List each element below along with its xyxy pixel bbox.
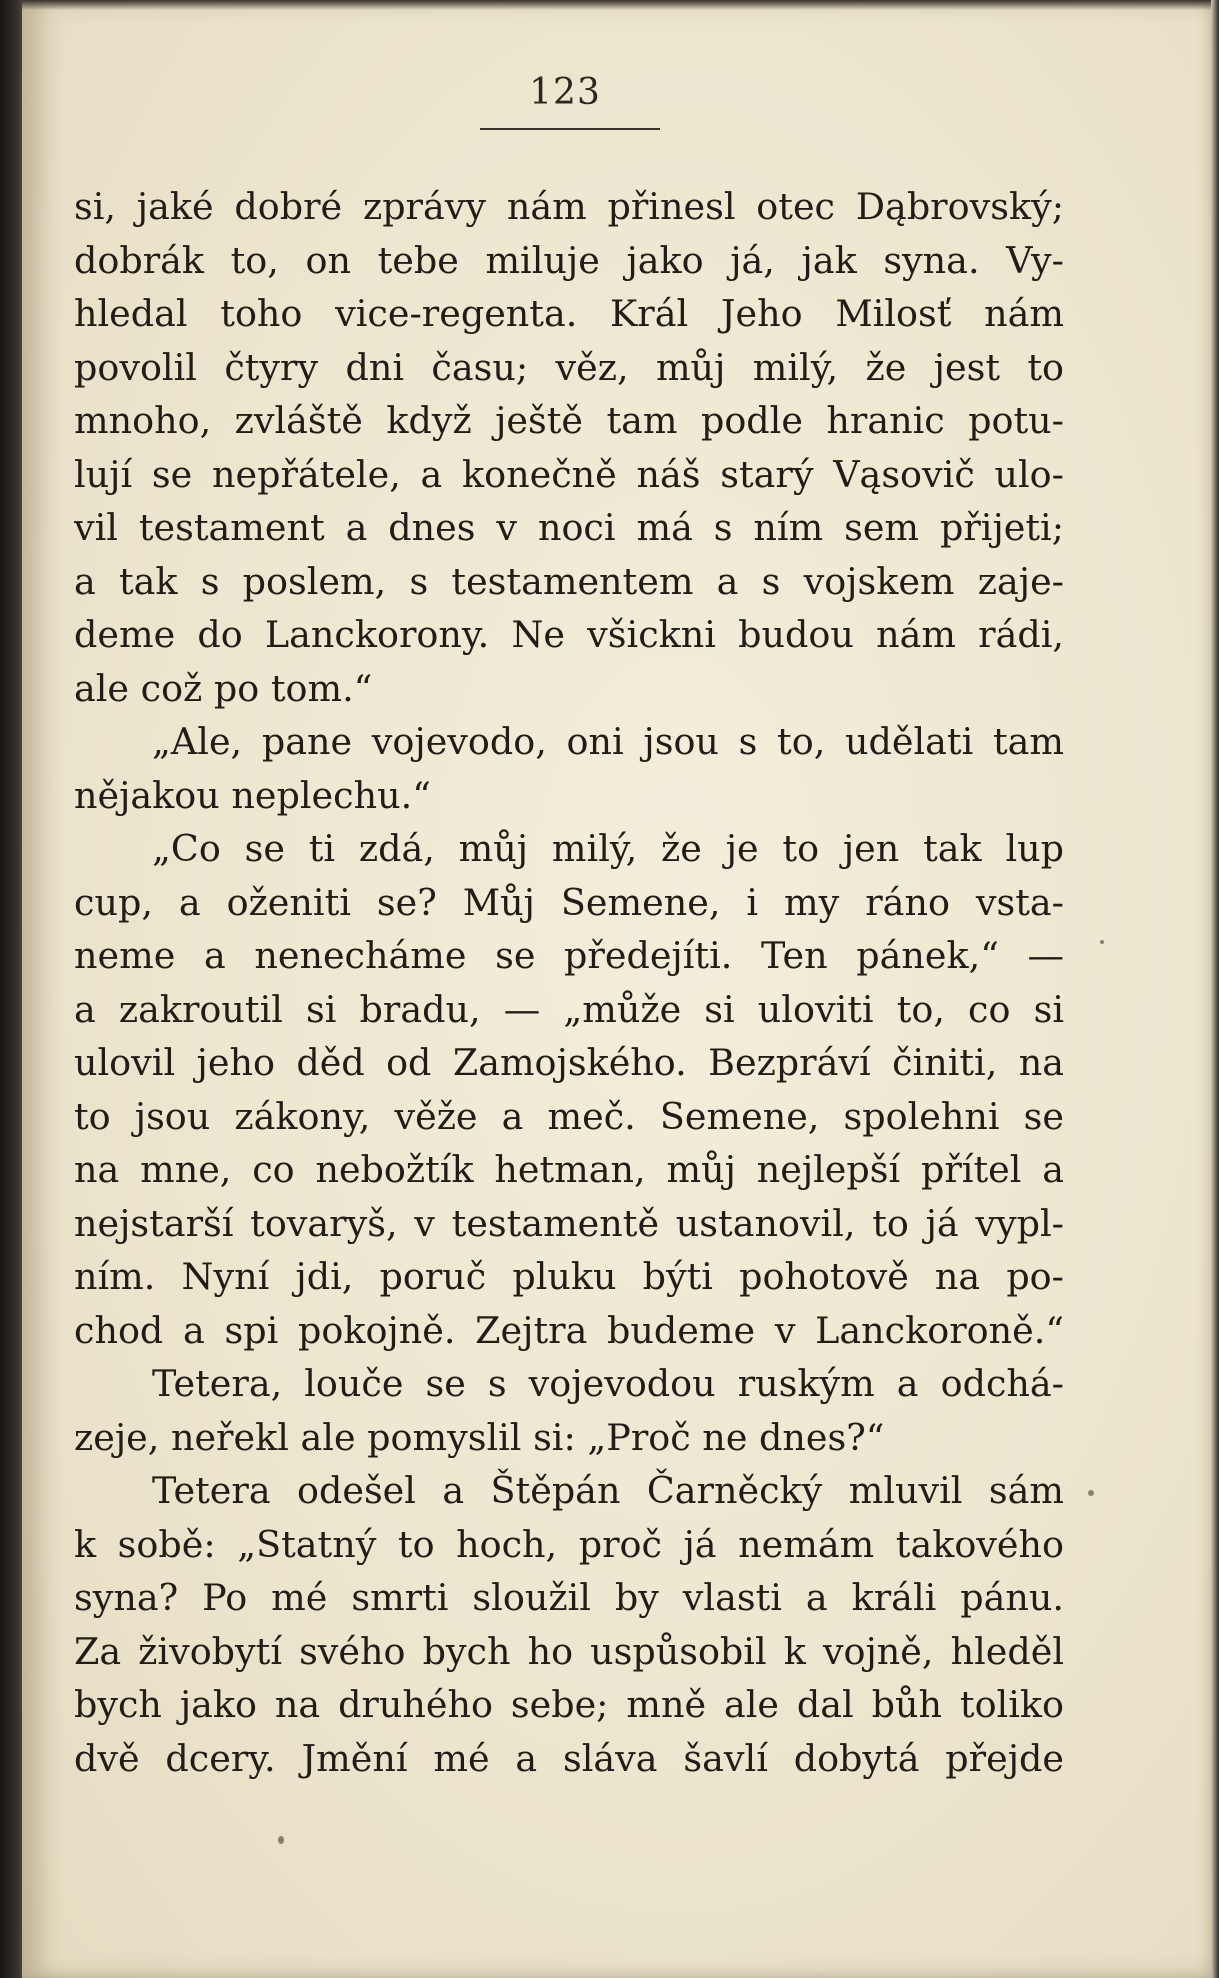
page-right-edge bbox=[1211, 0, 1219, 1978]
text-line: dvě dcery. Jmění mé a sláva šavlí dobytá přejde bbox=[74, 1736, 1064, 1780]
text-line: povolil čtyry dni času; věz, můj milý, že jest to bbox=[74, 345, 1064, 389]
text-line: vil testament a dnes v noci má s ním sem přijeti; bbox=[74, 506, 1064, 549]
text-line: zeje, neřekl ale pomyslil si: „Proč ne dnes?“ bbox=[74, 1415, 885, 1459]
text-line: nejstarší tovaryš, v testamentě ustanovil, to já vypl- bbox=[74, 1201, 1064, 1245]
text-line: chod a spi pokojně. Zejtra budeme v Lanckoroně.“ bbox=[74, 1308, 1064, 1352]
text-line: hledal toho vice-regenta. Král Jeho Milosť nám bbox=[74, 292, 1064, 335]
page-number: 123 bbox=[529, 72, 601, 113]
text-line: dobrák to, on tebe miluje jako já, jak syna. Vy- bbox=[74, 238, 1064, 282]
text-line: ulovil jeho děd od Zamojského. Bezpráví činiti, na bbox=[74, 1041, 1064, 1084]
text-line: mnoho, zvláště když ještě tam podle hranic potu- bbox=[74, 399, 1064, 442]
text-line: si, jaké dobré zprávy nám přinesl otec Dąbrovský; bbox=[74, 185, 1064, 228]
text-line: ale což po tom.“ bbox=[74, 666, 373, 710]
text-line: „Co se ti zdá, můj milý, že je to jen tak lup bbox=[152, 827, 1064, 870]
page-top-shadow bbox=[22, 0, 1212, 10]
text-line: nějakou neplechu.“ bbox=[74, 773, 431, 817]
paper-speck bbox=[278, 1836, 284, 1844]
paper-speck bbox=[1100, 940, 1104, 944]
text-line: cup, a oženiti se? Můj Semene, i my ráno vsta- bbox=[74, 880, 1064, 924]
text-line: bych jako na druhého sebe; mně ale dal bůh toliko bbox=[74, 1683, 1064, 1726]
text-line: a zakroutil si bradu, — „může si uloviti to, co si bbox=[74, 987, 1064, 1031]
text-line: Za živobytí svého bych ho uspůsobil k vojně, hleděl bbox=[74, 1629, 1064, 1673]
text-line: deme do Lanckorony. Ne všickni budou nám rádi, bbox=[74, 613, 1064, 656]
text-line: ním. Nyní jdi, poruč pluku býti pohotově na po- bbox=[74, 1255, 1064, 1298]
paper-speck bbox=[1088, 1490, 1094, 1496]
text-line: lují se nepřátele, a konečně náš starý Vąsovič ulo- bbox=[74, 452, 1064, 496]
text-line: to jsou zákony, věže a meč. Semene, spolehni se bbox=[74, 1094, 1064, 1138]
body-text bbox=[74, 180, 1064, 1785]
text-line: neme a nenecháme se předejíti. Ten pánek,“ — bbox=[74, 934, 1064, 977]
text-line: k sobě: „Statný to hoch, proč já nemám takového bbox=[74, 1522, 1064, 1566]
header-rule bbox=[480, 128, 660, 130]
text-line: syna? Po mé smrti sloužil by vlasti a králi pánu. bbox=[74, 1576, 1064, 1619]
text-line: a tak s poslem, s testamentem a s vojskem zaje- bbox=[74, 559, 1064, 603]
text-line: Tetera odešel a Štěpán Čarněcký mluvil sám bbox=[152, 1469, 1064, 1512]
text-line: Tetera, louče se s vojevodou ruským a odchá- bbox=[152, 1362, 1064, 1405]
text-line: „Ale, pane vojevodo, oni jsou s to, udělati tam bbox=[152, 720, 1064, 763]
text-line: na mne, co nebožtík hetman, můj nejlepší přítel a bbox=[74, 1148, 1064, 1191]
